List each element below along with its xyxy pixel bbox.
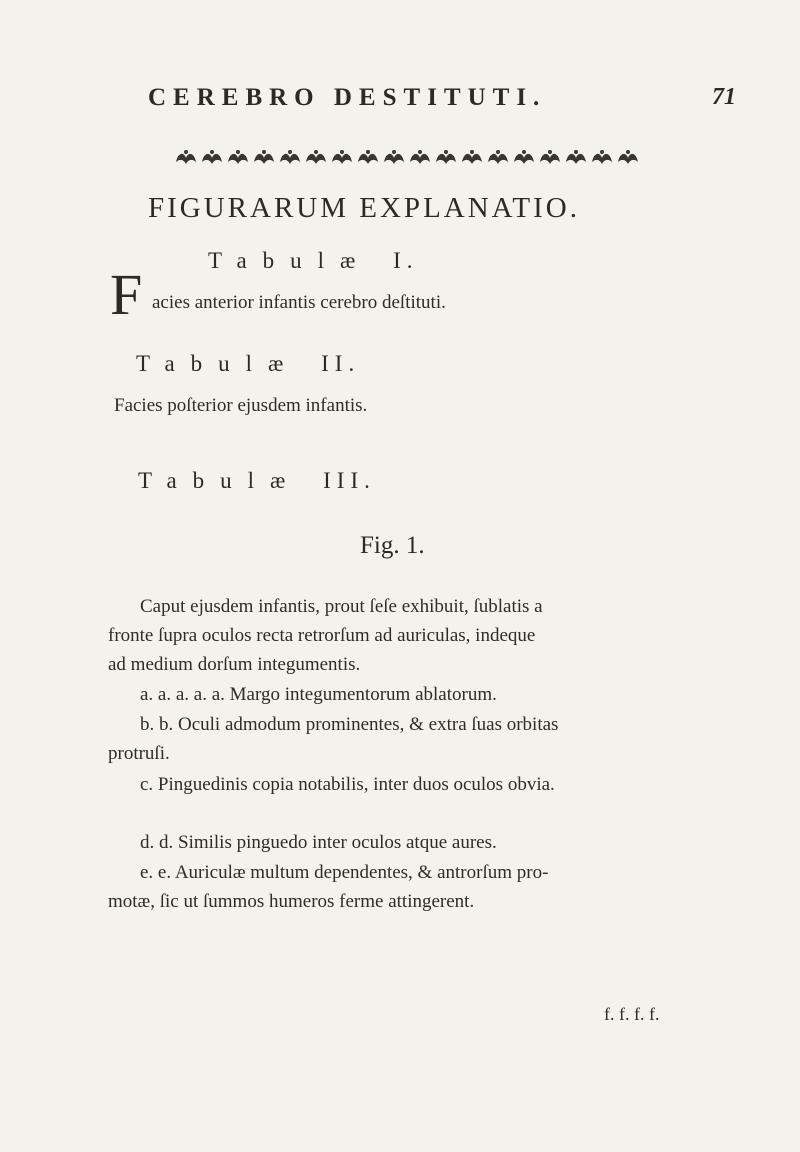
text-line: Caput ejusdem infantis, prout ſeſe exhibuit, ſublatis a: [140, 596, 543, 617]
table-heading-word: Tabulæ: [138, 468, 302, 493]
table-heading-1: [208, 248, 419, 274]
table-2-caption: Facies poſterior ejusdem infantis.: [114, 395, 368, 416]
table-heading-numeral: II.: [321, 351, 361, 376]
text-line: b. b. Oculi admodum prominentes, & extra ſuas orbitas: [140, 714, 559, 735]
table-heading-numeral: III.: [323, 468, 376, 493]
text-line: a. a. a. a. a. Margo integumentorum ablatorum.: [140, 684, 497, 705]
paragraph: [108, 710, 668, 768]
table-heading-word: Tabulæ: [136, 351, 300, 376]
paragraph: [108, 592, 668, 679]
table-heading-3: [138, 468, 376, 494]
text-line: fronte ſupra oculos recta retrorſum ad auriculas, indeque: [108, 625, 536, 646]
table-heading-word: Tabulæ: [208, 248, 372, 273]
paragraph: [140, 770, 700, 799]
drop-cap: F: [110, 262, 143, 327]
figure-label: Fig. 1.: [360, 532, 425, 559]
catchword: f. f. f. f.: [604, 1004, 660, 1024]
text-line: ad medium dorſum integumentis.: [108, 654, 361, 675]
section-title: FIGURARUM EXPLANATIO.: [148, 192, 580, 224]
paragraph: [108, 858, 668, 916]
text-line: e. e. Auriculæ multum dependentes, & antrorſum pro-: [140, 862, 549, 883]
table-1-caption: acies anterior infantis cerebro deſtituti.: [152, 292, 446, 313]
page-number: 71: [712, 84, 736, 110]
paragraph: [140, 828, 700, 857]
text-line: motæ, ſic ut ſummos humeros ferme attingerent.: [108, 891, 475, 912]
paragraph: [140, 680, 700, 709]
text-line: c. Pinguedinis copia notabilis, inter duos oculos obvia.: [140, 774, 555, 795]
printer-ornament-band: [174, 148, 650, 168]
table-heading-2: [136, 351, 360, 377]
text-line: d. d. Similis pinguedo inter oculos atque aures.: [140, 832, 497, 853]
running-head: CEREBRO DESTITUTI.: [148, 84, 547, 111]
text-line: protruſi.: [108, 743, 170, 764]
table-heading-numeral: I.: [393, 248, 419, 273]
